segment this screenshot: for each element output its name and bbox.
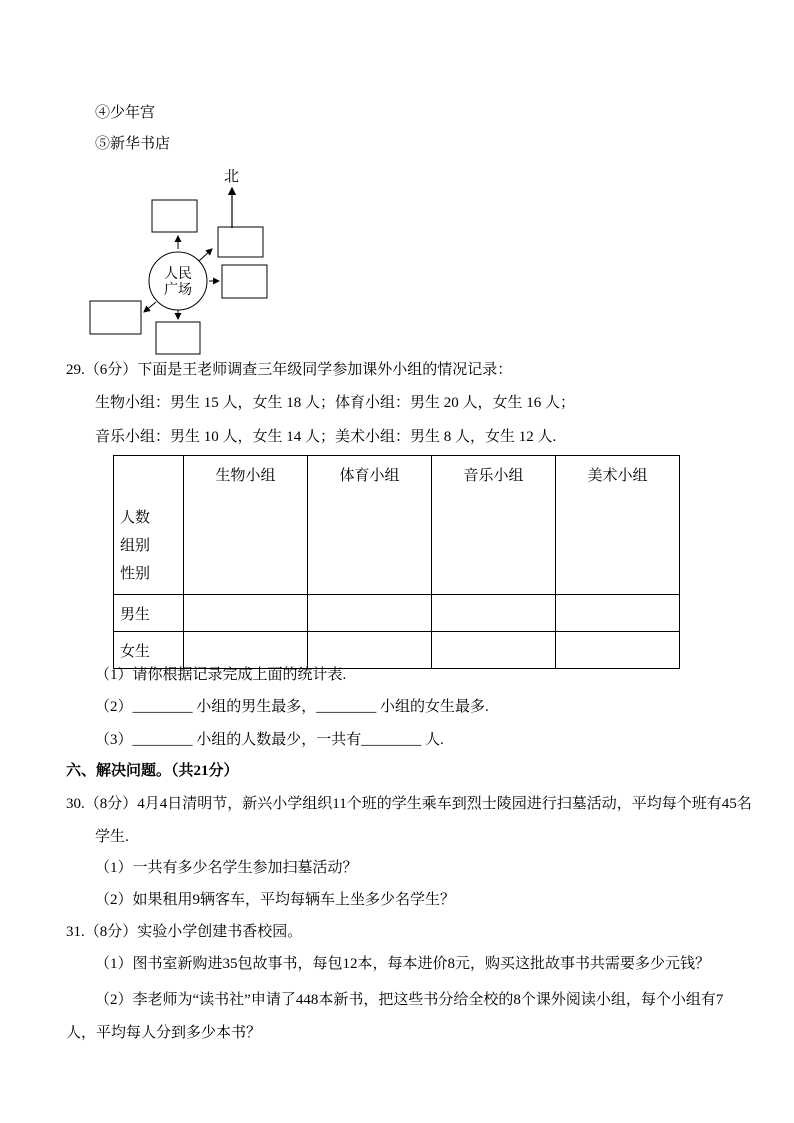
q30-sub2: （2）如果租用9辆客车，平均每辆车上坐多少名学生？ [95,892,456,908]
table-cell-empty [432,595,556,632]
q29-record-line-1: 生物小组：男生 15 人，女生 18 人；体育小组：男生 20 人，女生 16 人； [95,395,576,411]
direction-box-southwest [90,301,141,334]
table-cell-empty [184,595,308,632]
column-header-music: 音乐小组 [432,456,556,595]
q29-sub2: （2）________ 小组的男生最多，________ 小组的女生最多. [95,699,489,715]
direction-box-south [156,322,200,354]
column-header-biology: 生物小组 [184,456,308,595]
q29-sub3: （3）________ 小组的人数最少，一共有________ 人. [95,732,444,748]
section-six-heading: 六、解决问题。（共21分） [66,763,239,779]
center-label-line2: 广场 [164,283,192,298]
survey-table [113,455,680,669]
table-cell-empty [308,632,432,669]
direction-box-north [152,200,197,232]
table-cell-empty [556,595,680,632]
corner-line-xingbie: 性别 [120,566,151,582]
table-header-row [114,456,680,595]
column-header-sports: 体育小组 [308,456,432,595]
row-label-boys: 男生 [114,595,184,632]
table-cell-empty [432,632,556,669]
center-label-line1: 人民 [164,267,192,282]
q31-stem: 31.（8分）实验小学创建书香校园。 [66,924,303,940]
corner-line-zubie: 组别 [120,538,151,554]
north-label: 北 [224,169,240,185]
q30-stem: 30.（8分）4月4日清明节，新兴小学组织11个班的学生乘车到烈士陵园进行扫墓活动，平均每个班有45名学生. [66,796,752,845]
direction-box-east [222,265,267,298]
table-cell-empty [308,595,432,632]
q29-stem: 29.（6分）下面是王老师调查三年级同学参加课外小组的情况记录： [66,362,513,378]
list-item-4: ④少年宫 [95,105,156,121]
table-row-boys [114,595,680,632]
arrow-southwest [144,302,156,312]
q30-sub1: （1）一共有多少名学生参加扫墓活动？ [95,860,358,876]
q31-sub2: （2）李老师为“读书社”申请了448本新书，把这些书分给全校的8个课外阅读小组，每个小组有7人，平均每人分到多少本书？ [66,992,724,1041]
table-row-girls [114,632,680,669]
table-corner-cell [114,456,184,595]
direction-map-diagram [60,156,390,366]
q29-sub1: （1）请你根据记录完成上面的统计表. [95,667,347,683]
q29-record-line-2: 音乐小组：男生 10 人，女生 14 人；美术小组：男生 8 人，女生 12 人. [95,429,557,445]
direction-box-northeast [218,227,263,257]
column-header-art: 美术小组 [556,456,680,595]
q31-sub1: （1）图书室新购进35包故事书，每包12本，每本进价8元，购买这批故事书共需要多少元钱？ [95,956,711,972]
list-item-5: ⑤新华书店 [95,136,171,152]
corner-line-renshu: 人数 [120,510,151,526]
arrow-northeast [199,249,212,261]
table-cell-empty [556,632,680,669]
table-cell-empty [184,632,308,669]
row-label-girls: 女生 [114,632,184,669]
